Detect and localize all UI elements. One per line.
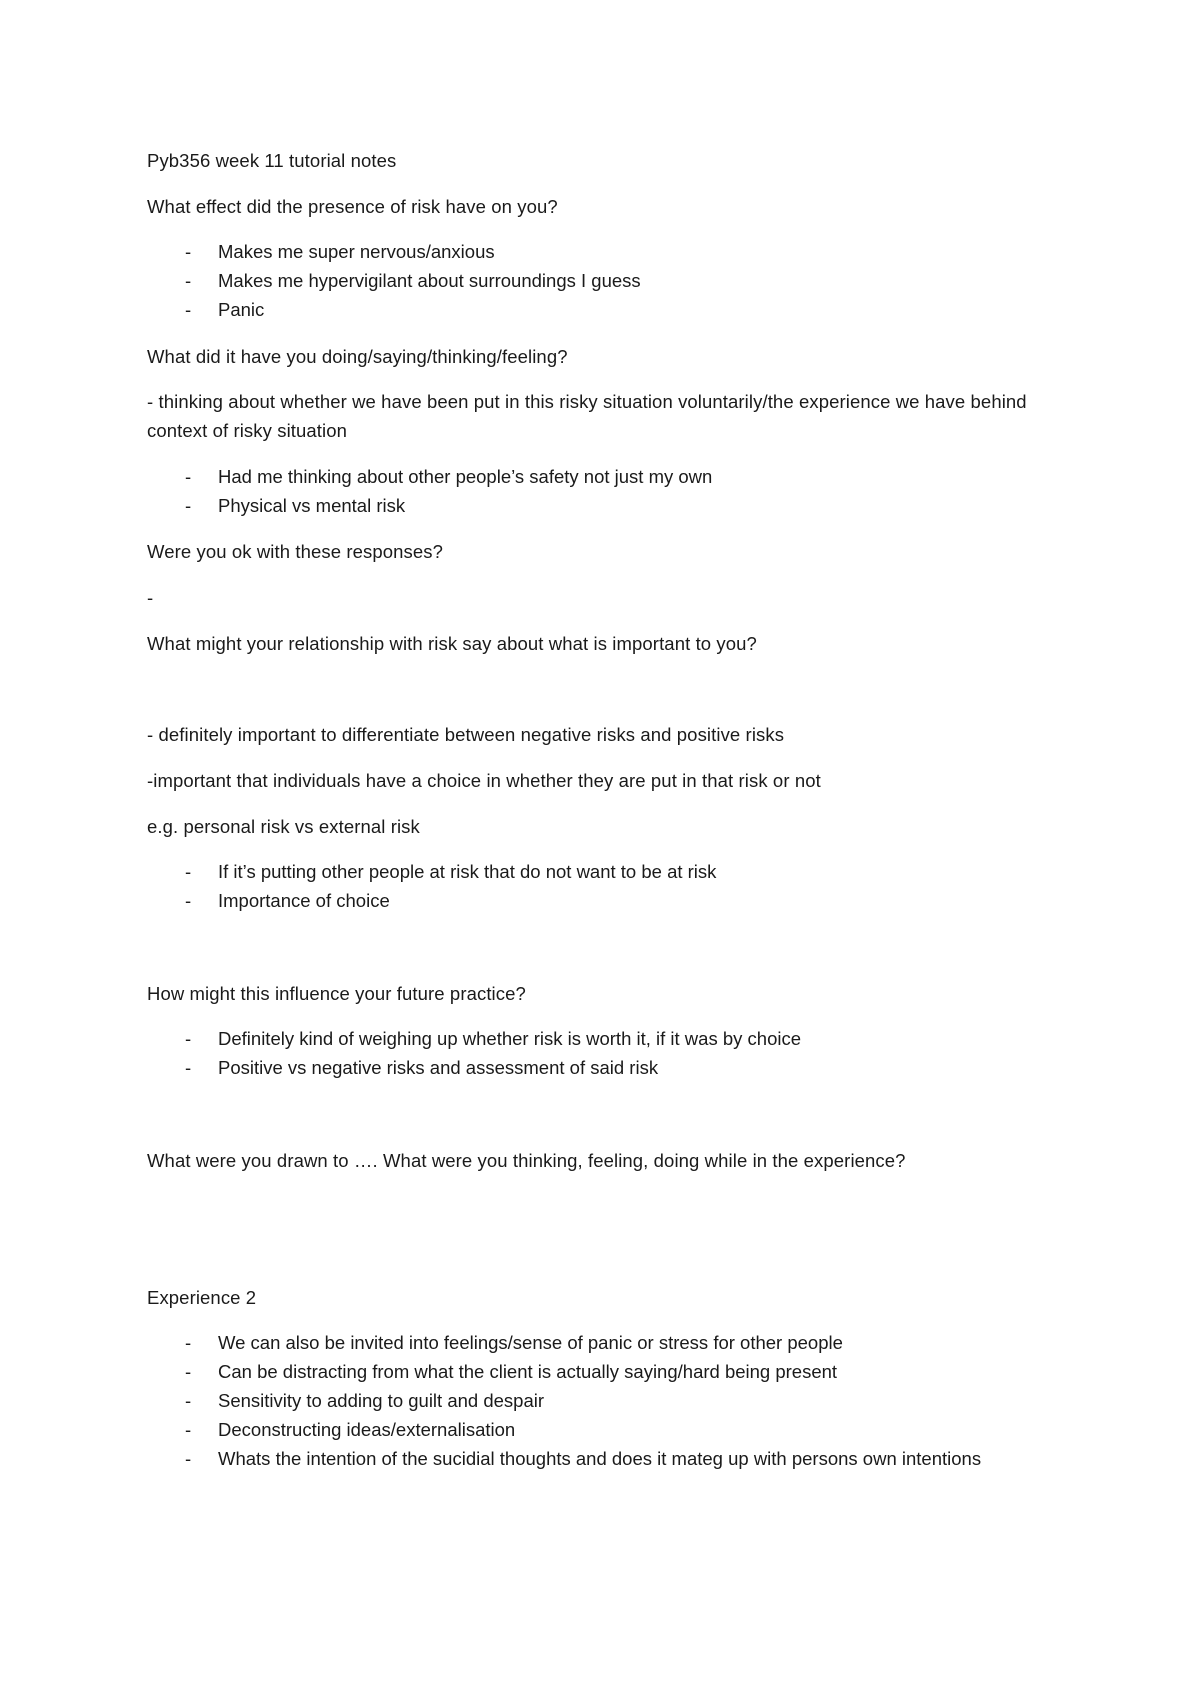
bullet-dash: - xyxy=(185,1028,192,1049)
bullet-dash: - xyxy=(185,1390,192,1411)
bullet-dash: - xyxy=(185,466,192,487)
bullet-dash: - xyxy=(185,861,192,882)
list-item-text: Importance of choice xyxy=(218,890,390,911)
list-item-text: We can also be invited into feelings/sense of panic or stress for other people xyxy=(218,1332,843,1353)
question-5: How might this influence your future practice? xyxy=(147,983,526,1004)
bullet-dash: - xyxy=(185,1448,192,1469)
list-item-text: Had me thinking about other people’s safety not just my own xyxy=(218,466,713,487)
list-item-text: Deconstructing ideas/externalisation xyxy=(218,1419,516,1440)
document-title: Pyb356 week 11 tutorial notes xyxy=(147,150,397,171)
section-heading-experience-2: Experience 2 xyxy=(147,1287,257,1308)
bullet-dash: - xyxy=(185,495,192,516)
bullet-dash: - xyxy=(185,1361,192,1382)
question-2: What did it have you doing/saying/thinking/feeling? xyxy=(147,346,568,367)
bullet-dash: - xyxy=(185,1419,192,1440)
question-1: What effect did the presence of risk have on you? xyxy=(147,196,558,217)
list-item-text: Positive vs negative risks and assessment of said risk xyxy=(218,1057,659,1078)
list-item-text: Makes me super nervous/anxious xyxy=(218,241,495,262)
bullet-dash: - xyxy=(185,890,192,911)
list-item-text: Physical vs mental risk xyxy=(218,495,406,516)
bullet-dash: - xyxy=(185,241,192,262)
paragraph: -important that individuals have a choice in whether they are put in that risk or not xyxy=(147,770,821,791)
question-4: What might your relationship with risk say about what is important to you? xyxy=(147,633,757,654)
list-item-text: Whats the intention of the sucidial thoughts and does it mateg up with persons own intentions xyxy=(218,1448,982,1469)
empty-dash: - xyxy=(147,587,154,608)
bullet-dash: - xyxy=(185,270,192,291)
bullet-dash: - xyxy=(185,1057,192,1078)
bullet-dash: - xyxy=(185,299,192,320)
paragraph: - thinking about whether we have been put in this risky situation voluntarily/the experience we have behind context of risky situation xyxy=(147,391,1027,441)
paragraph: - definitely important to differentiate between negative risks and positive risks xyxy=(147,724,785,745)
list-item-text: Sensitivity to adding to guilt and despair xyxy=(218,1390,545,1411)
question-3: Were you ok with these responses? xyxy=(147,541,444,562)
list-item-text: Can be distracting from what the client is actually saying/hard being present xyxy=(218,1361,838,1382)
list-item-text: Makes me hypervigilant about surroundings I guess xyxy=(218,270,641,291)
list-item-text: If it’s putting other people at risk that do not want to be at risk xyxy=(218,861,717,882)
list-item-text: Definitely kind of weighing up whether risk is worth it, if it was by choice xyxy=(218,1028,802,1049)
list-item-text: Panic xyxy=(218,299,265,320)
bullet-dash: - xyxy=(185,1332,192,1353)
paragraph: e.g. personal risk vs external risk xyxy=(147,816,420,837)
question-6: What were you drawn to …. What were you thinking, feeling, doing while in the experience? xyxy=(147,1150,906,1171)
